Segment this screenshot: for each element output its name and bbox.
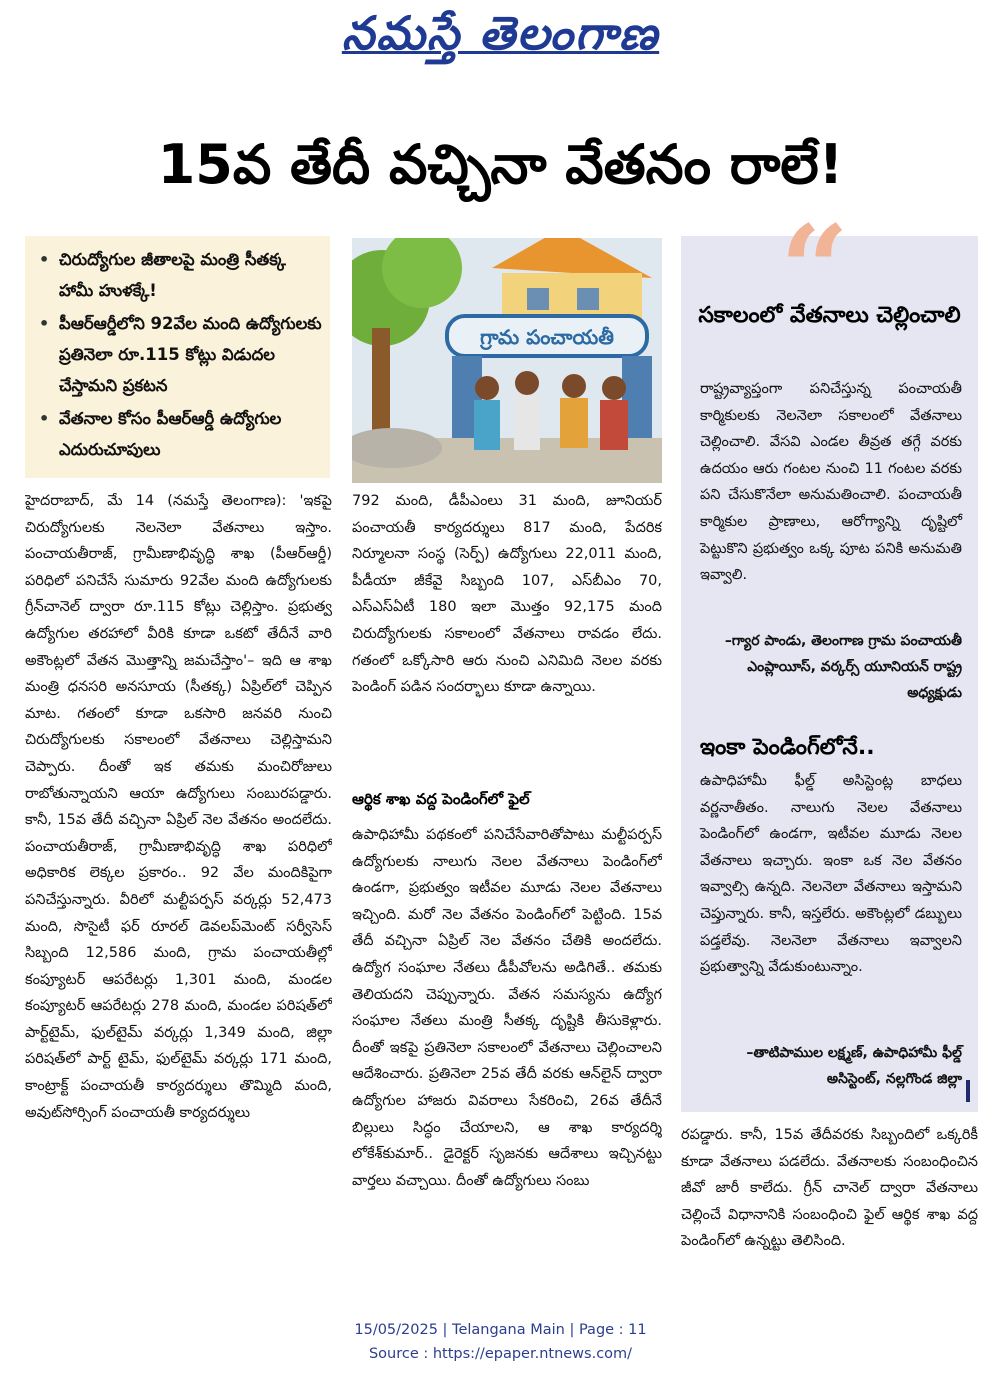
subheading: ఆర్థిక శాఖ వద్ద పెండింగ్‌లో ఫైల్ bbox=[352, 790, 530, 808]
box1-title: సకాలంలో వేతనాలు చెల్లించాలి bbox=[698, 303, 961, 328]
footer-source-line: Source : https://epaper.ntnews.com/ bbox=[368, 1346, 633, 1362]
panchayat-sign-text: గ్రామ పంచాయతీ bbox=[480, 325, 614, 349]
bullet-icon: • bbox=[39, 250, 50, 269]
signature-bar bbox=[966, 1080, 970, 1102]
box1-signature: –గ్యార పాండు, తెలంగాణ గ్రామ పంచాయతీ ఎంప్లాయీస్, వర్కర్స్ యూనియన్ రాష్ట్ర అధ్యక్షుడు bbox=[724, 633, 962, 701]
highlight-text: పీఆర్ఆర్డీలోని 92వేల మంది ఉద్యోగులకు ప్రతినెలా రూ.115 కోట్లు విడుదల చేస్తామని ప్రకటన bbox=[59, 314, 322, 395]
village-panchayat-illustration bbox=[352, 238, 662, 483]
article-column-3: రపడ్డారు. కానీ, 15వ తేదీవరకు సిబ్బందిలో ఒక్కరికీ కూడా వేతనాలు పడలేదు. వేతనాలకు సంబంధించిన జీవో జారీ కాలేదు. గ్రీన్ చానెల్ ద్వారా వేతనాలు చెల్లించే విధానానికి సంబంధించి ఫైల్ ఆర్థిక శాఖ వద్ద పెండింగ్‌లో ఉన్నట్టు తెలిసింది. bbox=[681, 1127, 978, 1250]
box1-text: రాష్ట్రవ్యాప్తంగా పనిచేస్తున్న పంచాయతీ కార్మికులకు నెలనెలా సకాలంలో వేతనాలు చెల్లించాలి. వేసవి ఎండల తీవ్రత తగ్గే వరకు ఉదయం ఆరు గంటల నుంచి 11 గంటల వరకు పని చేసుకొనేలా అనుమతించాలి. పంచాయతీ కార్మికుల ప్రాణాలు, ఆరోగ్యాన్ని దృష్టిలో పెట్టుకొని ప్రభుత్వం ఒక్క పూట పనికి అనుమతి ఇవ్వాలి. bbox=[700, 381, 962, 584]
box2-text: ఉపాధిహామీ ఫీల్డ్ అసిస్టెంట్ల బాధలు వర్ణనాతీతం. నాలుగు నెలల వేతనాలు పెండింగ్‌లో ఉండగా, ఇటీవల మూడు నెలల వేతనాలు ఇచ్చారు. ఇంకా ఒక నెల వేతనం ఇవ్వాల్సి ఉన్నది. నెలనెలా వేతనాలు ఇస్తామని చెప్తున్నారు. కానీ, ఇస్తలేరు. అకౌంట్లలో డబ్బులు పడ్తలేవు. నెలనెలా వేతనాలు ఇవ్వాలని ప్రభుత్వాన్ని వేడుకుంటున్నాం. bbox=[700, 773, 962, 976]
bullet-icon: • bbox=[39, 409, 50, 428]
masthead-logo: నమస్తే తెలంగాణ bbox=[341, 6, 660, 60]
highlight-item bbox=[35, 308, 322, 401]
highlight-text: చిరుద్యోగుల జీతాలపై మంత్రి సీతక్క హామీ హుళక్కే! bbox=[59, 250, 286, 300]
highlight-text: వేతనాల కోసం పీఆర్ఆర్డీ ఉద్యోగుల ఎదురుచూపులు bbox=[59, 409, 282, 459]
article-column-2b: ఉపాధిహామీ పథకంలో పనిచేసేవారితోపాటు మల్టీపర్పస్ ఉద్యోగులకు నాలుగు నెలల వేతనాలు పెండింగ్‌లో ఉండగా, ప్రభుత్వం ఇటీవల మూడు నెలల వేతనాలు ఇచ్చింది. మరో నెల వేతనం పెండింగ్‌లో పెట్టింది. 15వ తేదీ వచ్చినా ఏప్రిల్ నెల వేతనం చేతికి అందలేదు. ఉద్యోగ సంఘాల నేతలు డీపీవోలను అడిగితే.. తమకు తెలియదని చెప్పున్నారు. వేతన సమస్యను ఉద్యోగ సంఘాల నేతలు మంత్రి సీతక్క దృష్టికి తీసుకెళ్లారు. దీంతో ఇకపై ప్రతినెలా సకాలంలో వేతనాలు చెల్లించాలని ఆదేశించారు. ప్రతినెలా 25వ తేదీ వరకు ఆన్‌లైన్ ద్వారా ఉద్యోగుల హాజరు వివరాలు సేకరించి, 26వ తేదీనే బిల్లులు సిద్ధం చేయాలని, ఆ శాఖ కార్యదర్శి లోకేశ్‌కుమార్.. డైరెక్టర్ సృజనకు ఆదేశాలు ఇచ్చినట్టు వార్తలు వచ్చాయి. దీంతో ఉద్యోగులు సంబు bbox=[352, 827, 662, 1189]
highlight-item bbox=[35, 403, 322, 465]
highlight-item bbox=[35, 244, 322, 306]
quote-mark-icon: “ bbox=[780, 199, 850, 340]
article-column-2a: 792 మంది, డీపీఎంలు 31 మంది, జూనియర్ పంచాయతీ కార్యదర్శులు 817 మంది, పేదరిక నిర్మూలనా సంస్థ (సెర్ప్) ఉద్యోగులు 22,011 మంది, పీడీయా జీకేవై సిబ్బంది 107, ఎస్‌బీఎం 70, ఎస్‌ఎస్‌ఏటీ 180 ఇలా మొత్తం 92,175 మంది చిరుద్యోగులకు సకాలంలో వేతనాలు రావడం లేదు. గతంలో ఒక్కోసారి ఆరు నుంచి ఎనిమిది నెలల వరకు పెండింగ్ పడిన సందర్భాలు కూడా ఉన్నాయి. bbox=[352, 493, 662, 696]
article-column-1: హైదరాబాద్, మే 14 (నమస్తే తెలంగాణ): 'ఇకపై చిరుద్యోగులకు నెలనెలా వేతనాలు ఇస్తాం. పంచాయతీరాజ్, గ్రామీణాభివృద్ధి శాఖ (పీఆర్ఆర్డీ) పరిధిలో పనిచేసే సుమారు 92వేల మంది ఉద్యోగులకు గ్రీన్‌చానెల్ ద్వారా రూ.115 కోట్లు చెల్లిస్తాం. ప్రభుత్వ ఉద్యోగుల తరహాలో వీరికి కూడా ఒకటో తేదీనే వారి అకౌంట్లలో వేతన మొత్తాన్ని జమచేస్తాం'– ఇది ఆ శాఖ మంత్రి ధనసరి అనసూయ (సీతక్క) ఏప్రిల్‌లో చెప్పిన మాట. గతంలో కూడా ఒకసారి జనవరి నుంచి చిరుద్యోగులకు సకాలంలో వేతనాలు చెల్లిస్తామని చెప్పారు. దీంతో ఇక తమకు మంచిరోజులు రాబోతున్నాయని ఆయా ఉద్యోగులు సంబురపడ్డారు. కానీ, 15వ తేదీ వచ్చినా ఏప్రిల్ నెల వేతనం అందలేదు. పంచాయతీరాజ్, గ్రామీణాభివృద్ధి శాఖ పరిధిలో అధికారిక లెక్కల ప్రకారం.. 92 వేల మందికిపైగా పనిచేస్తున్నారు. వీరిలో మల్టీపర్పస్ వర్కర్లు 52,473 మంది, సొసైటీ ఫర్ రూరల్ డెవలప్‌మెంట్ సర్వీసెస్ సిబ్బంది 12,586 మంది, గ్రామ పంచాయతీల్లో కంప్యూటర్ ఆపరేటర్లు 1,301 మంది, మండల కంప్యూటర్ ఆపరేటర్లు 278 మంది, మండల పరిషత్‌లో పార్ట్‌టైమ్, ఫుల్‌టైమ్ వర్కర్లు 1,349 మంది, జిల్లా పరిషత్‌లో పార్ట్ టైమ్, ఫుల్‌టైమ్ వర్కర్లు 171 మంది, కాంట్రాక్ట్ పంచాయతీ కార్యదర్శులు తొమ్మిది మంది, అవుట్‌సోర్సింగ్ పంచాయతీ కార్యదర్శులు bbox=[25, 493, 332, 1121]
bullet-icon: • bbox=[39, 314, 50, 333]
illustration-svg bbox=[352, 238, 662, 483]
headline: 15వ తేదీ వచ్చినా వేతనం రాలే! bbox=[157, 133, 844, 196]
box2-title: ఇంకా పెండింగ్‌లోనే.. bbox=[700, 735, 875, 760]
box2-signature: –తాటిపాముల లక్ష్మణ్, ఉపాధిహామీ ఫీల్డ్ అసిస్టెంట్, నల్లగొండ జిల్లా bbox=[746, 1045, 962, 1087]
footer-date-line: 15/05/2025 | Telangana Main | Page : 11 bbox=[354, 1322, 647, 1338]
highlights-box bbox=[25, 236, 330, 478]
